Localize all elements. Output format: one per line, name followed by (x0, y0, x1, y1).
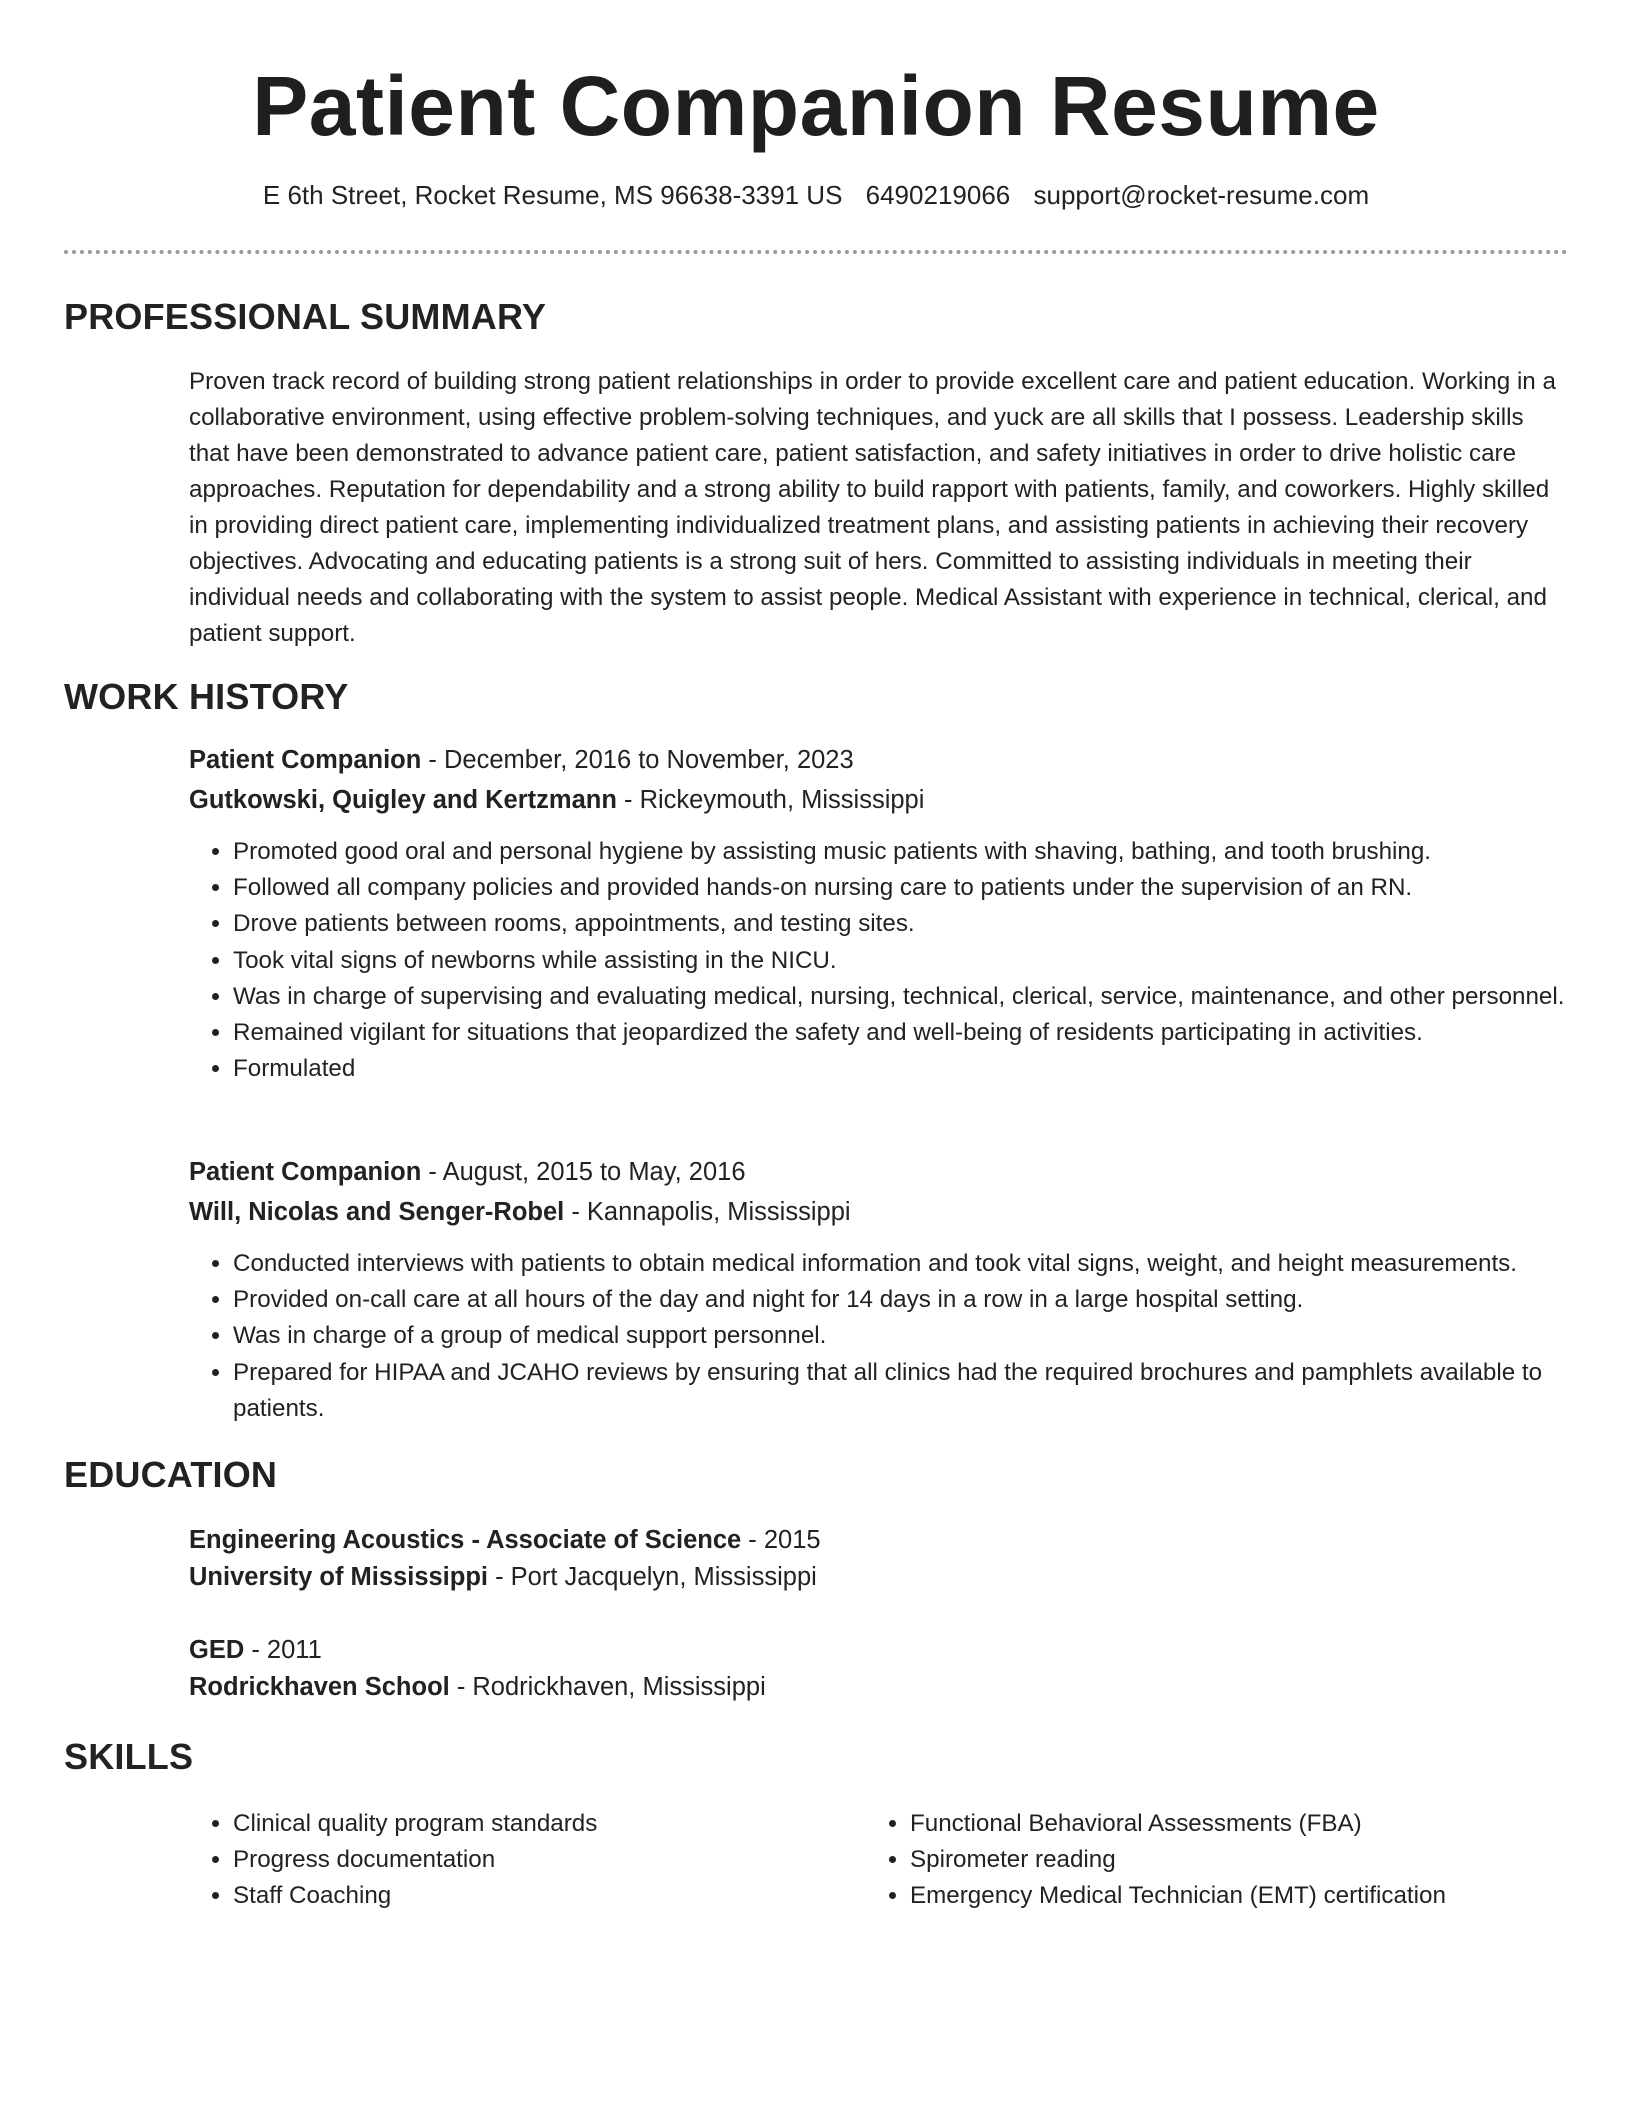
job-title-line (189, 1152, 746, 1192)
list-item: • Took vital signs of newborns while assisting in the NICU. (233, 943, 1572, 979)
job-dates: - August, 2015 to May, 2016 (421, 1158, 746, 1186)
education-location: - Port Jacquelyn, Mississippi (488, 1563, 817, 1591)
list-item: • Provided on-call care at all hours of the day and night for 14 days in a row in a large hospital setting. (233, 1282, 1572, 1318)
address: E 6th Street, Rocket Resume, MS 96638-3391 US (262, 180, 843, 210)
education-school: University of Mississippi (189, 1563, 489, 1591)
section-title-education: EDUCATION (64, 1454, 278, 1495)
list-item: • Clinical quality program standards (233, 1806, 597, 1842)
list-item: • Progress documentation (233, 1842, 597, 1878)
skills-list-left (189, 1806, 597, 1914)
job-company: Gutkowski, Quigley and Kertzmann (189, 786, 617, 814)
skills-list-right (866, 1806, 1446, 1914)
list-item: • Was in charge of a group of medical support personnel. (233, 1318, 1572, 1354)
education-year: - 2015 (741, 1526, 821, 1554)
list-item: • Prepared for HIPAA and JCAHO reviews by ensuring that all clinics had the required brochures and pamphlets available to patients. (233, 1355, 1572, 1427)
job-location: - Kannapolis, Mississippi (564, 1198, 851, 1226)
education-school: Rodrickhaven School (189, 1673, 450, 1701)
contact-line (0, 180, 1632, 211)
education-degree: Engineering Acoustics - Associate of Science (189, 1526, 742, 1554)
list-item: • Emergency Medical Technician (EMT) certification (910, 1878, 1446, 1914)
list-item: • Staff Coaching (233, 1878, 597, 1914)
section-title-skills: SKILLS (64, 1736, 194, 1777)
resume-title: Patient Companion Resume (252, 59, 1380, 153)
list-item: • Conducted interviews with patients to obtain medical information and took vital signs, weight, and height measurements. (233, 1246, 1572, 1282)
education-degree-line (189, 1520, 821, 1560)
job-location: - Rickeymouth, Mississippi (616, 786, 925, 814)
job-role: Patient Companion (189, 1158, 422, 1186)
job-bullets (189, 834, 1572, 1087)
summary-text: Proven track record of building strong patient relationships in order to provide excellent care and patient education. Working in a collaborative environment, using effective problem-solving techniques, and yuck are all skills that I possess. Leadership skills that have been demonstrated to advance patient care, patient satisfaction, and safety initiatives in order to drive holistic care approaches. Reputation for dependability and a strong ability to build rapport with patients, family, and coworkers. Highly skilled in providing direct patient care, implementing individualized treatment plans, and assisting patients in achieving their recovery objectives. Advocating and educating patients is a strong suit of hers. Committed to assisting individuals in meeting their individual needs and collaborating with the system to assist people. Medical Assistant with experience in technical, clerical, and patient support. (189, 368, 1556, 647)
list-item: • Formulated (233, 1051, 1572, 1087)
dotted-divider (64, 250, 1568, 254)
list-item: • Followed all company policies and provided hands-on nursing care to patients under the supervision of an RN. (233, 870, 1572, 906)
education-school-line (189, 1557, 817, 1597)
education-year: - 2011 (244, 1636, 322, 1664)
list-item: • Spirometer reading (910, 1842, 1446, 1878)
email: support@rocket-resume.com (1033, 180, 1370, 210)
section-title-summary: PROFESSIONAL SUMMARY (64, 296, 547, 337)
list-item: • Was in charge of supervising and evaluating medical, nursing, technical, clerical, service, maintenance, and other personnel. (233, 979, 1572, 1015)
education-school-line (189, 1667, 766, 1707)
job-company-line (189, 780, 924, 820)
job-company: Will, Nicolas and Senger-Robel (189, 1198, 565, 1226)
list-item: • Promoted good oral and personal hygiene by assisting music patients with shaving, bathing, and tooth brushing. (233, 834, 1572, 870)
education-degree: GED (189, 1636, 245, 1664)
section-title-work: WORK HISTORY (64, 676, 349, 717)
education-location: - Rodrickhaven, Mississippi (449, 1673, 766, 1701)
job-role: Patient Companion (189, 746, 422, 774)
job-bullets (189, 1246, 1572, 1427)
job-dates: - December, 2016 to November, 2023 (421, 746, 854, 774)
list-item: • Functional Behavioral Assessments (FBA) (910, 1806, 1446, 1842)
education-degree-line (189, 1630, 322, 1670)
job-company-line (189, 1192, 851, 1232)
list-item: • Drove patients between rooms, appointments, and testing sites. (233, 906, 1572, 942)
job-title-line (189, 740, 854, 780)
list-item: • Remained vigilant for situations that jeopardized the safety and well-being of residents participating in activities. (233, 1015, 1572, 1051)
phone: 6490219066 (865, 180, 1011, 210)
